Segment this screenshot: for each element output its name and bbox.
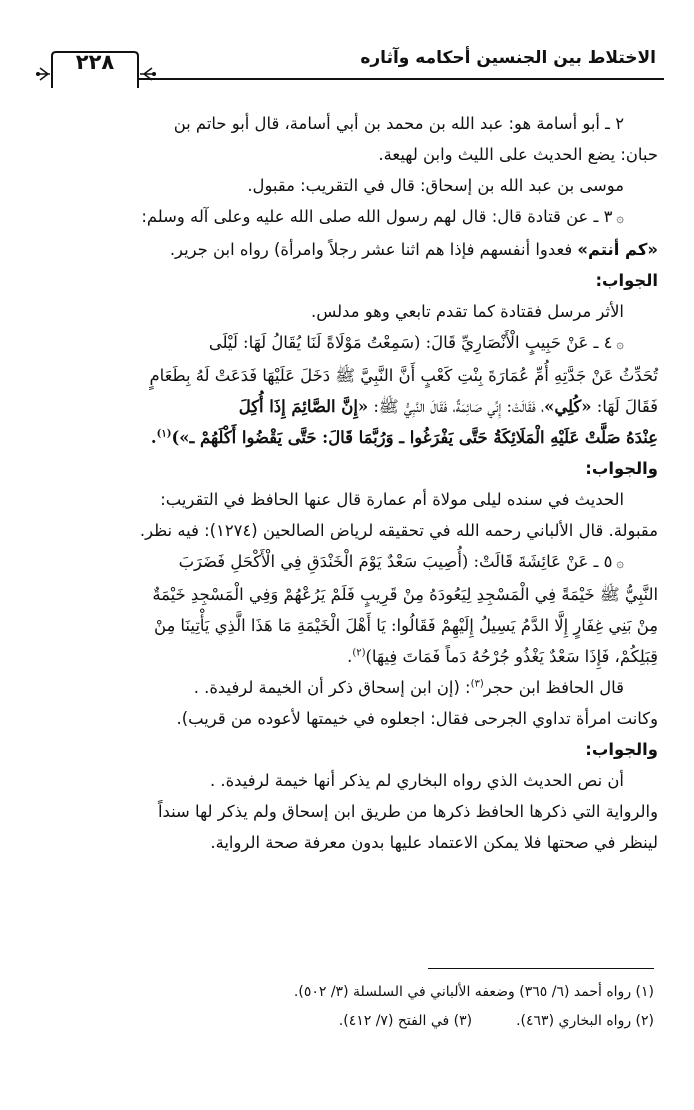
text-segment: فعدوا أنفسهم فإذا هم اثنا عشر رجلاً وامرأة) رواه ابن جرير. xyxy=(169,240,578,259)
footnotes xyxy=(60,978,654,1036)
flower-bullet-icon: ۞ xyxy=(616,211,624,226)
footnote-ref: (١) xyxy=(156,428,172,440)
text-segment: «كم أنتم» xyxy=(577,240,658,259)
answer-heading: والجواب: xyxy=(585,459,658,478)
text-segment: : (إن ابن إسحاق ذكر أن الخيمة لرفيدة. . xyxy=(193,678,471,697)
text-line xyxy=(38,391,658,422)
text-segment: قِبَلِكُمْ، فَإِذَا سَعْدٌ يَغْذُو جُرْحُهُ دَماً فَمَاتَ فِيهَا) xyxy=(365,647,658,666)
text-segment: «كُلِي» xyxy=(544,397,592,416)
text-segment: . xyxy=(150,428,157,447)
text-segment: «إِنَّ الصَّائِمَ إِذَا أُكِلَ xyxy=(238,397,369,416)
footnote-3: (٣) في الفتح (٧/ ٤١٢). xyxy=(338,1013,473,1029)
text-line: وكانت امرأة تداوي الجرحى فقال: اجعلوه في خيمتها لأعوده من قريب). xyxy=(176,709,658,728)
answer-heading: والجواب: xyxy=(585,740,658,759)
text-segment: عِنْدَهُ صَلَّتْ عَلَيْهِ الْمَلَائِكَةُ حَتَّى يَفْرَغُوا ـ وَرُبَّمَا قَالَ: حَتَّى يَقْضُوا أَكْلَهُمْ ـ») xyxy=(171,428,658,447)
footnote-line xyxy=(60,1007,654,1036)
text-line xyxy=(38,327,658,360)
text-segment: ، فَقَالَتْ: إِنِّي صَائِمَةٌ، فَقَالَ النَّبِيُّ ﷺ: xyxy=(368,397,545,416)
text-line xyxy=(38,641,658,672)
text-line: حبان: يضع الحديث على الليث وابن لهيعة. xyxy=(378,145,658,164)
footnote-ref: (٢) xyxy=(352,647,366,659)
text-line: أن نص الحديث الذي رواه البخاري لم يذكر أنها خيمة لرفيدة. . xyxy=(209,771,624,790)
running-title: الاختلاط بين الجنسين أحكامه وآثاره xyxy=(360,48,656,68)
text-line: تُحَدِّثُ عَنْ جَدَّتِهِ أُمِّ عُمَارَةَ بِنْتِ كَعْبٍ أَنَّ النَّبِيَّ ﷺ دَخَلَ عَلَيْهَا فَدَعَتْ لَهُ بِطَعَامٍ xyxy=(149,366,658,385)
text-line: ٢ ـ أبو أسامة هو: عبد الله بن محمد بن أبي أسامة، قال أبو حاتم بن xyxy=(173,114,624,133)
text-line: الأثر مرسل فقتادة كما تقدم تابعي وهو مدلس. xyxy=(311,302,624,321)
text-segment: ٥ ـ عَنْ عَائِشَةَ قَالَتْ: (أُصِيبَ سَعْدٌ يَوْمَ الْخَنْدَقِ فِي الْأَكْحَلِ فَضَرَبَ xyxy=(178,552,613,571)
page-number-frame xyxy=(30,48,162,92)
text-line: موسى بن عبد الله بن إسحاق: قال في التقريب: مقبول. xyxy=(247,176,624,195)
text-line: والرواية التي ذكرها الحافظ ذكرها من طريق ابن إسحاق ولم يذكر لها سنداً xyxy=(157,802,658,821)
text-line xyxy=(38,546,658,579)
answer-heading: الجواب: xyxy=(595,271,658,290)
text-segment: . xyxy=(347,647,353,666)
text-line: لينظر في صحتها فلا يمكن الاعتماد عليها بدون معرفة صحة الرواية. xyxy=(210,833,658,852)
text-segment: فَقَالَ لَهَا: xyxy=(591,397,658,416)
header-rule xyxy=(138,78,664,80)
page-header xyxy=(30,46,664,94)
footnote-ref: (٣) xyxy=(470,678,484,690)
text-line xyxy=(38,672,658,703)
text-line xyxy=(38,201,658,234)
text-segment: ٤ ـ عَنْ حَبِيبٍ الْأَنْصَارِيِّ قَالَ: (سَمِعْتُ مَوْلَاةً لَنَا يُقَالُ لَهَا: لَيْلَى xyxy=(208,333,613,352)
text-line xyxy=(38,234,658,265)
text-line xyxy=(38,422,658,453)
text-line: مقبولة. قال الألباني رحمه الله في تحقيقه لرياض الصالحين (١٢٧٤): فيه نظر. xyxy=(139,521,658,540)
text-segment: قال الحافظ ابن حجر xyxy=(483,678,624,697)
footnote-1: (١) رواه أحمد (٦/ ٣٦٥) وضعفه الألباني في السلسلة (٣/ ٥٠٢). xyxy=(293,984,654,1000)
text-line: مِنْ بَنِي غِفَارٍ إِلَّا الدَّمُ يَسِيلُ إِلَيْهِمْ فَقَالُوا: يَا أَهْلَ الْخَيْمَةِ مَا هَذَا الَّذِي يَأْتِينَا مِنْ xyxy=(153,616,658,635)
text-line: النَّبِيُّ ﷺ خَيْمَةً فِي الْمَسْجِدِ لِيَعُودَهُ مِنْ قَرِيبٍ فَلَمْ يَرُعْهُمْ وَفِي الْمَسْجِدِ خَيْمَةٌ xyxy=(152,585,658,604)
page-number: ٢٢٨ xyxy=(75,50,115,74)
flower-bullet-icon: ۞ xyxy=(616,556,624,571)
flower-bullet-icon: ۞ xyxy=(616,337,624,352)
footnote-rule xyxy=(428,968,654,969)
text-segment: ٣ ـ عن قتادة قال: قال لهم رسول الله صلى الله عليه وعلى آله وسلم: xyxy=(141,207,613,226)
main-text xyxy=(38,108,658,858)
text-line: الحديث في سنده ليلى مولاة أم عمارة قال عنها الحافظ في التقريب: xyxy=(160,490,624,509)
footnote-2: (٢) رواه البخاري (٤٦٣). xyxy=(516,1013,654,1029)
